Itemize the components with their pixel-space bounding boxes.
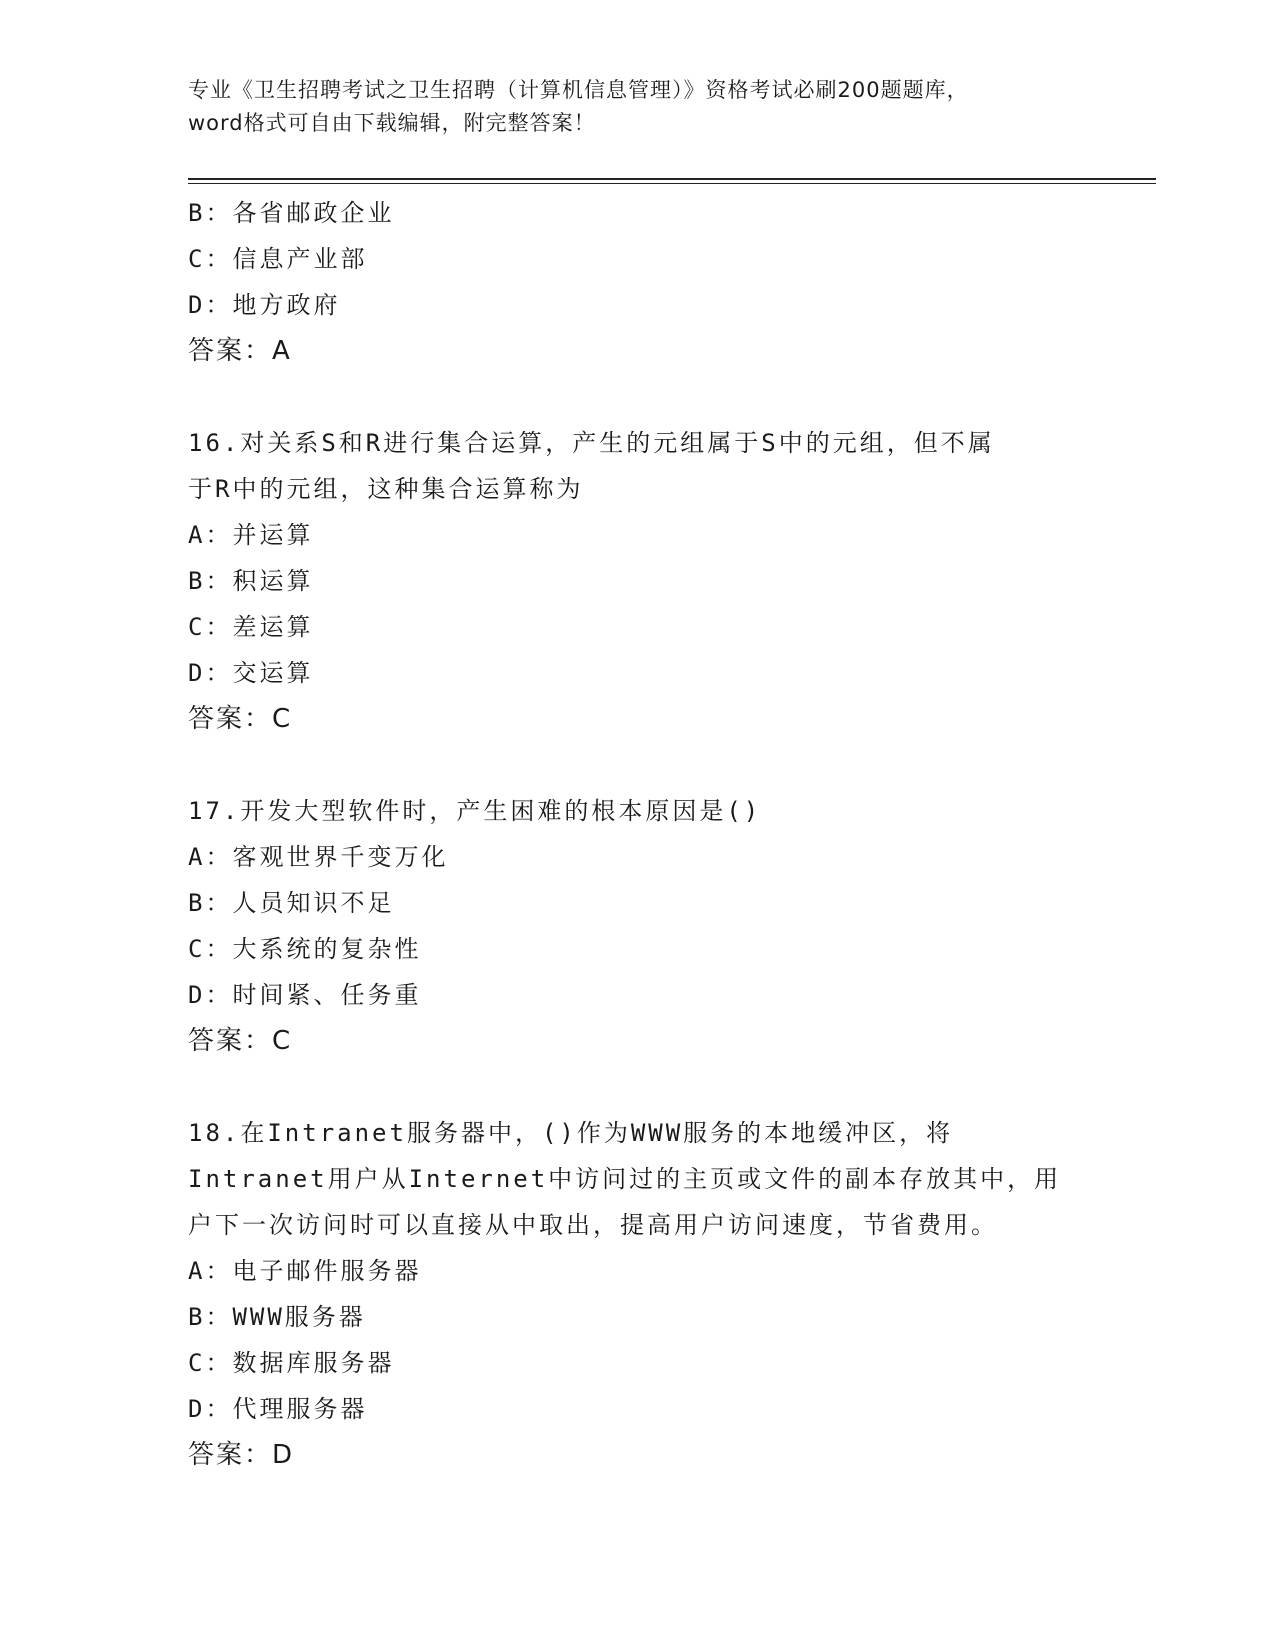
- spacer: [188, 374, 1088, 420]
- spacer: [188, 1064, 1088, 1110]
- question-stem: 17.开发大型软件时，产生困难的根本原因是(): [188, 797, 762, 825]
- document-header: [188, 74, 1088, 140]
- header-line-1: 专业《卫生招聘考试之卫生招聘（计算机信息管理）》资格考试必刷200题题库，: [188, 78, 969, 102]
- option-a: A：客观世界千变万化: [188, 843, 449, 871]
- question-stem-continued: Intranet用户从Internet中访问过的主页或文件的副本存放其中，用: [188, 1165, 1062, 1193]
- option-c: C：差运算: [188, 613, 314, 641]
- option-c: C：大系统的复杂性: [188, 935, 422, 963]
- option-a: A：电子邮件服务器: [188, 1257, 422, 1285]
- question-18: [188, 1110, 1088, 1478]
- question-17: [188, 788, 1088, 1064]
- option-b: B：WWW服务器: [188, 1303, 366, 1331]
- question-15-tail: [188, 190, 1088, 374]
- option-b: B：人员知识不足: [188, 889, 395, 917]
- question-list: [188, 190, 1088, 1478]
- option-b: B：积运算: [188, 567, 314, 595]
- option-a: A：并运算: [188, 521, 314, 549]
- header-divider: [188, 178, 1156, 184]
- option-d: D：时间紧、任务重: [188, 981, 422, 1009]
- option-d: D：地方政府: [188, 291, 341, 319]
- option-d: D：交运算: [188, 659, 314, 687]
- question-stem-continued: 于R中的元组，这种集合运算称为: [188, 475, 584, 503]
- answer: 答案：A: [188, 336, 292, 366]
- header-line-2: word格式可自由下载编辑，附完整答案！: [188, 111, 596, 135]
- option-c: C：信息产业部: [188, 245, 368, 273]
- spacer: [188, 742, 1088, 788]
- answer: 答案：D: [188, 1440, 295, 1470]
- option-b: B：各省邮政企业: [188, 199, 395, 227]
- answer: 答案：C: [188, 704, 293, 734]
- answer: 答案：C: [188, 1026, 293, 1056]
- question-16: [188, 420, 1088, 742]
- option-d: D：代理服务器: [188, 1395, 368, 1423]
- question-stem-continued: 户下一次访问时可以直接从中取出，提高用户访问速度，节省费用。: [188, 1211, 998, 1239]
- option-c: C：数据库服务器: [188, 1349, 395, 1377]
- question-stem: 16.对关系S和R进行集合运算，产生的元组属于S中的元组，但不属: [188, 429, 995, 457]
- question-stem: 18.在Intranet服务器中，()作为WWW服务的本地缓冲区，将: [188, 1119, 954, 1147]
